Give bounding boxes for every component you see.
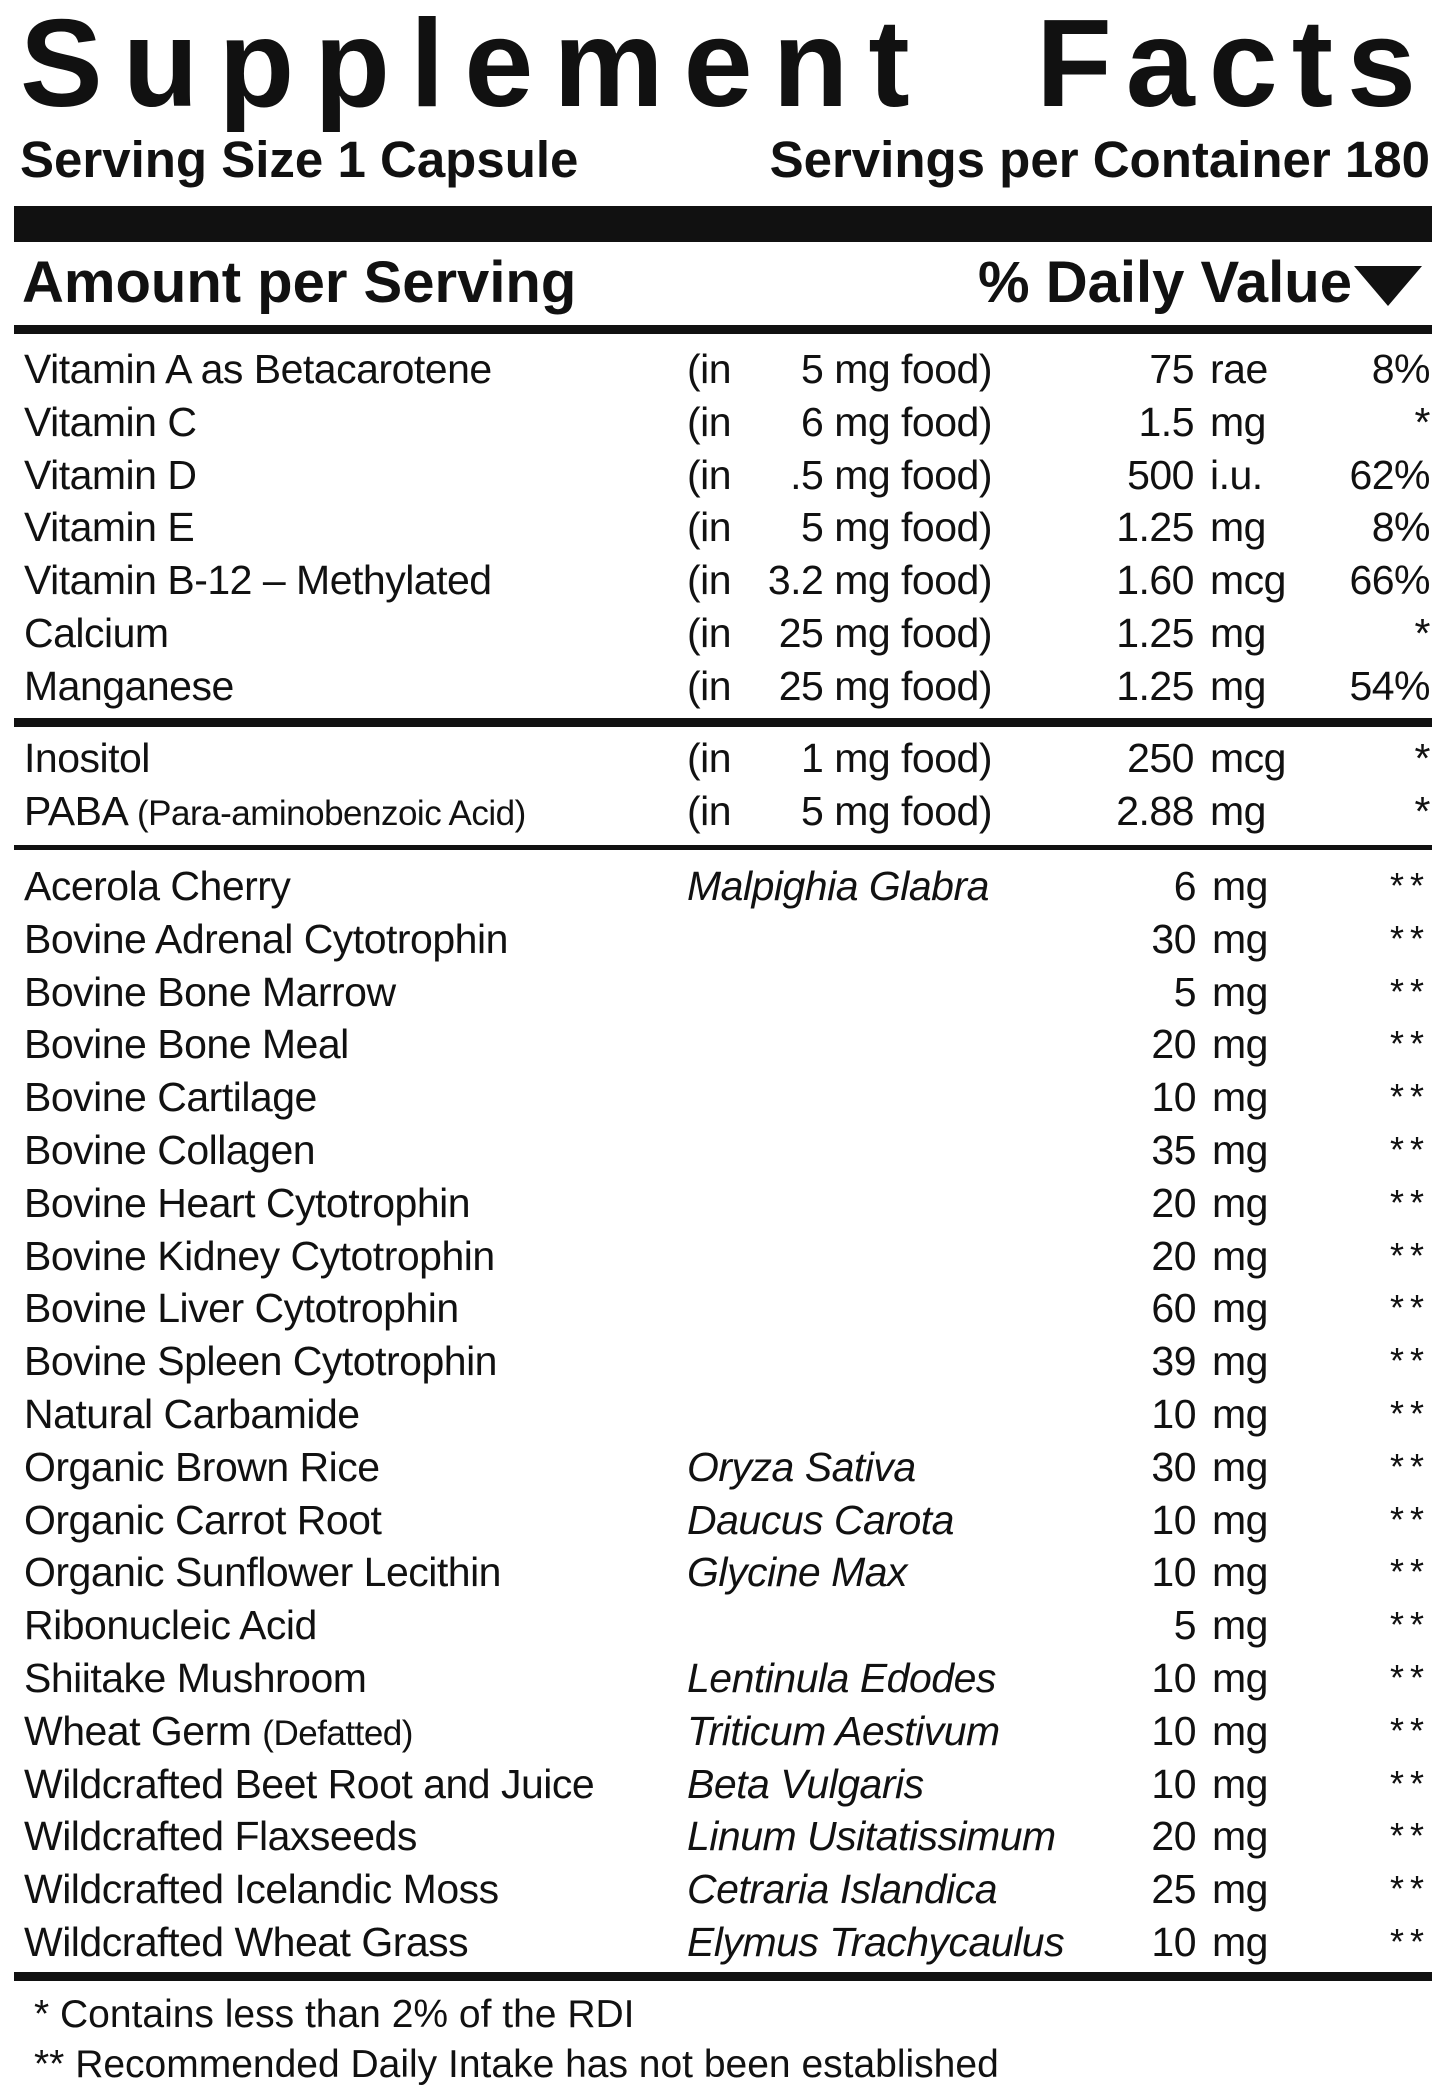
botanical-name: Daucus Carota xyxy=(687,1496,954,1543)
ingredient-name-text: Acerola Cherry xyxy=(24,863,291,909)
botanical-name: Lentinula Edodes xyxy=(687,1654,996,1701)
ingredient-name xyxy=(24,1018,349,1071)
food-source-prefix: (in xyxy=(687,557,732,604)
amount-value: 500 xyxy=(1127,451,1194,498)
daily-value: ** xyxy=(1389,970,1430,1012)
food-source-amount: .5 mg food) xyxy=(790,451,992,498)
ingredient-name-text: Bovine Heart Cytotrophin xyxy=(24,1179,471,1226)
daily-value: ** xyxy=(1389,1815,1430,1857)
amount-value: 2.88 xyxy=(1116,787,1194,834)
botanical-name: Cetraria Islandica xyxy=(687,1866,998,1913)
amount-unit: mg xyxy=(1212,1602,1268,1649)
ingredient-name-text: Bovine Adrenal Cytotrophin xyxy=(24,915,508,962)
daily-value: ** xyxy=(1389,917,1430,959)
amount-value: 39 xyxy=(1151,1338,1196,1385)
amount-value: 75 xyxy=(1149,346,1194,392)
amount-per-serving-label: Amount per Serving xyxy=(22,250,577,315)
daily-value: ** xyxy=(1389,1498,1430,1540)
food-source-prefix: (in xyxy=(687,787,732,834)
ingredient-name-text: Ribonucleic Acid xyxy=(24,1602,317,1649)
table-row xyxy=(14,554,1432,607)
amount-value: 60 xyxy=(1151,1285,1196,1332)
table-row xyxy=(14,396,1432,449)
amount-unit: mg xyxy=(1212,863,1268,909)
food-source-amount: 25 mg food) xyxy=(778,662,992,709)
amount-value: 1.25 xyxy=(1116,662,1194,709)
daily-value: ** xyxy=(1389,1392,1430,1434)
daily-value: * xyxy=(1414,735,1430,781)
ingredient-name xyxy=(24,1335,497,1388)
daily-value: ** xyxy=(1389,1076,1430,1118)
divider-medium xyxy=(14,718,1432,727)
amount-unit: mg xyxy=(1212,1866,1268,1913)
down-triangle-icon xyxy=(1354,266,1422,306)
botanical-name: Triticum Aestivum xyxy=(687,1707,1000,1754)
nutrient-name xyxy=(24,554,492,607)
amount-value: 10 xyxy=(1151,1549,1196,1596)
food-source-amount: 5 mg food) xyxy=(801,346,992,392)
ingredient-name xyxy=(24,1758,594,1811)
amount-unit: mg xyxy=(1212,1654,1268,1701)
ingredient-name xyxy=(24,1441,380,1494)
supplement-facts-panel xyxy=(14,0,1432,2097)
table-row xyxy=(14,1758,1432,1811)
botanical-name: Beta Vulgaris xyxy=(687,1760,924,1807)
amount-value: 6 xyxy=(1173,863,1196,909)
amount-value: 10 xyxy=(1151,1918,1196,1965)
table-row xyxy=(14,449,1432,502)
food-source-prefix: (in xyxy=(687,451,732,498)
ingredient-name xyxy=(24,1177,470,1230)
nutrient-name xyxy=(24,660,234,713)
title-word-supplement: Supplement xyxy=(20,0,930,133)
ingredient-name xyxy=(24,1863,499,1916)
amount-value: 10 xyxy=(1151,1760,1196,1807)
ingredient-name xyxy=(24,1916,468,1969)
table-row xyxy=(14,1441,1432,1494)
amount-unit: mg xyxy=(1212,1021,1268,1068)
ingredient-name xyxy=(24,1494,381,1547)
amount-value: 20 xyxy=(1151,1813,1196,1860)
footnote-double-star: ** Recommended Daily Intake has not been established xyxy=(34,2043,999,2086)
nutrient-name xyxy=(24,785,526,841)
serving-size: Serving Size 1 Capsule xyxy=(20,131,579,188)
ingredient-name-note: (Defatted) xyxy=(262,1713,413,1753)
ingredient-name xyxy=(24,1652,366,1705)
amount-unit: mg xyxy=(1212,1179,1268,1226)
table-row xyxy=(14,607,1432,660)
table-row xyxy=(14,785,1432,838)
vitamins-list xyxy=(14,343,1432,713)
nutrient-name xyxy=(24,607,169,660)
ingredient-name-text: Shiitake Mushroom xyxy=(24,1654,367,1701)
ingredient-name xyxy=(24,1282,459,1335)
amount-unit: mg xyxy=(1212,1918,1268,1965)
table-row xyxy=(14,913,1432,966)
amount-unit: mg xyxy=(1210,787,1266,834)
amount-unit: mg xyxy=(1210,609,1266,656)
ingredient-name-text: Natural Carbamide xyxy=(24,1390,360,1437)
amount-value: 1.60 xyxy=(1116,557,1194,604)
ingredient-name-text: Organic Carrot Root xyxy=(24,1496,382,1543)
amount-value: 10 xyxy=(1151,1707,1196,1754)
amount-unit: i.u. xyxy=(1210,451,1263,498)
daily-value: 8% xyxy=(1371,346,1430,392)
amount-unit: mg xyxy=(1212,915,1268,962)
ingredient-name xyxy=(24,1599,317,1652)
table-row xyxy=(14,860,1432,913)
amount-value: 10 xyxy=(1151,1074,1196,1121)
botanical-name: Oryza Sativa xyxy=(687,1443,916,1490)
amount-value: 10 xyxy=(1151,1390,1196,1437)
nutrient-name-text: PABA xyxy=(24,787,127,834)
amount-value: 30 xyxy=(1151,1443,1196,1490)
table-row xyxy=(14,1705,1432,1758)
food-source-amount: 3.2 mg food) xyxy=(767,557,992,604)
table-row xyxy=(14,1282,1432,1335)
amount-value: 30 xyxy=(1151,915,1196,962)
table-row xyxy=(14,1916,1432,1969)
panel-title xyxy=(20,0,1430,133)
nutrient-name-text: Inositol xyxy=(24,735,150,781)
nutrient-name xyxy=(24,732,150,785)
food-source-prefix: (in xyxy=(687,735,732,781)
ingredient-name xyxy=(24,966,396,1019)
nutrient-name-text: Manganese xyxy=(24,662,234,709)
daily-value: * xyxy=(1414,787,1430,834)
amount-unit: mg xyxy=(1212,1707,1268,1754)
food-source-amount: 5 mg food) xyxy=(801,504,992,551)
divider-medium xyxy=(14,325,1432,334)
table-row xyxy=(14,1599,1432,1652)
amount-value: 20 xyxy=(1151,1179,1196,1226)
daily-value: * xyxy=(1414,609,1430,656)
daily-value: ** xyxy=(1389,1709,1430,1751)
nutrient-name-text: Vitamin A as Betacarotene xyxy=(24,346,492,392)
nutrient-name-text: Vitamin E xyxy=(24,504,195,551)
ingredient-name-text: Wildcrafted Beet Root and Juice xyxy=(24,1760,595,1807)
food-source-amount: 6 mg food) xyxy=(801,398,992,445)
table-row xyxy=(14,1546,1432,1599)
ingredient-name-text: Bovine Bone Marrow xyxy=(24,968,396,1015)
food-source-prefix: (in xyxy=(687,609,732,656)
ingredient-name xyxy=(24,1388,360,1441)
botanical-name: Elymus Trachycaulus xyxy=(687,1918,1065,1965)
daily-value: ** xyxy=(1389,1181,1430,1223)
daily-value: ** xyxy=(1389,1023,1430,1065)
divider-thin xyxy=(14,845,1432,850)
food-source-prefix: (in xyxy=(687,662,732,709)
ingredient-name-text: Bovine Spleen Cytotrophin xyxy=(24,1338,497,1385)
ingredient-name-text: Bovine Liver Cytotrophin xyxy=(24,1285,459,1332)
daily-value: ** xyxy=(1389,1340,1430,1382)
nutrient-name xyxy=(24,396,196,449)
daily-value: ** xyxy=(1389,1604,1430,1646)
daily-value: ** xyxy=(1389,1920,1430,1962)
amount-value: 1.5 xyxy=(1138,398,1194,445)
ingredient-name-text: Wildcrafted Flaxseeds xyxy=(24,1813,417,1860)
ingredient-name-text: Bovine Cartilage xyxy=(24,1074,317,1121)
amount-unit: mcg xyxy=(1210,735,1286,781)
footnotes xyxy=(34,1990,999,2090)
food-source-prefix: (in xyxy=(687,346,732,392)
ingredient-name xyxy=(24,1230,495,1283)
title-word-facts: Facts xyxy=(1036,0,1430,133)
amount-unit: mg xyxy=(1210,662,1266,709)
table-row xyxy=(14,1071,1432,1124)
daily-value: ** xyxy=(1389,1128,1430,1170)
table-row xyxy=(14,1494,1432,1547)
table-row xyxy=(14,966,1432,1019)
amount-value: 5 xyxy=(1173,968,1196,1015)
daily-value: 8% xyxy=(1371,504,1430,551)
amount-value: 250 xyxy=(1127,735,1194,781)
daily-value: ** xyxy=(1389,1868,1430,1910)
table-row xyxy=(14,1018,1432,1071)
ingredient-name-text: Wildcrafted Wheat Grass xyxy=(24,1918,469,1965)
amount-value: 20 xyxy=(1151,1232,1196,1279)
amount-unit: mg xyxy=(1210,504,1266,551)
thick-divider xyxy=(14,206,1432,242)
amount-unit: mg xyxy=(1212,968,1268,1015)
others-list xyxy=(14,732,1432,838)
amount-unit: mg xyxy=(1212,1443,1268,1490)
table-row xyxy=(14,1230,1432,1283)
serving-info xyxy=(20,130,1430,190)
amount-unit: mg xyxy=(1212,1813,1268,1860)
amount-header xyxy=(22,244,1422,322)
amount-unit: mcg xyxy=(1210,557,1286,604)
servings-per-container: Servings per Container 180 xyxy=(769,131,1430,188)
ingredient-name-text: Bovine Kidney Cytotrophin xyxy=(24,1232,495,1279)
table-row xyxy=(14,343,1432,396)
amount-unit: rae xyxy=(1210,346,1268,392)
daily-value: ** xyxy=(1389,1551,1430,1593)
amount-value: 1.25 xyxy=(1116,504,1194,551)
daily-value: 62% xyxy=(1349,451,1430,498)
daily-value: * xyxy=(1414,398,1430,445)
ingredient-name xyxy=(24,1071,317,1124)
ingredient-name xyxy=(24,1546,501,1599)
daily-value: ** xyxy=(1389,1234,1430,1276)
daily-value: ** xyxy=(1389,1287,1430,1329)
table-row xyxy=(14,501,1432,554)
food-source-amount: 25 mg food) xyxy=(778,609,992,656)
table-row xyxy=(14,1810,1432,1863)
nutrient-name xyxy=(24,343,492,396)
table-row xyxy=(14,1335,1432,1388)
table-row xyxy=(14,660,1432,713)
botanical-name: Malpighia Glabra xyxy=(687,863,989,909)
nutrient-name-text: Vitamin B-12 – Methylated xyxy=(24,557,492,604)
daily-value-label: % Daily Value xyxy=(978,250,1352,315)
nutrient-name-note: (Para-aminobenzoic Acid) xyxy=(137,793,526,833)
ingredient-name xyxy=(24,860,290,913)
daily-value: ** xyxy=(1389,1656,1430,1698)
food-source-prefix: (in xyxy=(687,398,732,445)
amount-unit: mg xyxy=(1212,1496,1268,1543)
amount-value: 10 xyxy=(1151,1654,1196,1701)
daily-value: ** xyxy=(1389,1445,1430,1487)
ingredient-name xyxy=(24,913,508,966)
amount-unit: mg xyxy=(1212,1126,1268,1173)
table-row xyxy=(14,1124,1432,1177)
nutrient-name xyxy=(24,449,196,502)
nutrient-name-text: Vitamin C xyxy=(24,398,197,445)
ingredient-name-text: Bovine Collagen xyxy=(24,1126,316,1173)
amount-unit: mg xyxy=(1212,1390,1268,1437)
botanical-name: Glycine Max xyxy=(687,1549,908,1596)
botanical-name: Linum Usitatissimum xyxy=(687,1813,1056,1860)
amount-value: 25 xyxy=(1151,1866,1196,1913)
food-source-prefix: (in xyxy=(687,504,732,551)
ingredient-name xyxy=(24,1705,413,1761)
table-row xyxy=(14,732,1432,785)
amount-value: 5 xyxy=(1173,1602,1196,1649)
amount-unit: mg xyxy=(1212,1760,1268,1807)
table-row xyxy=(14,1863,1432,1916)
ingredient-name-text: Wildcrafted Icelandic Moss xyxy=(24,1866,499,1913)
amount-value: 10 xyxy=(1151,1496,1196,1543)
nutrient-name xyxy=(24,501,194,554)
amount-value: 20 xyxy=(1151,1021,1196,1068)
food-source-amount: 1 mg food) xyxy=(801,735,992,781)
ingredient-name-text: Wheat Germ xyxy=(24,1707,252,1754)
amount-unit: mg xyxy=(1212,1338,1268,1385)
ingredients-list xyxy=(14,860,1432,1969)
food-source-amount: 5 mg food) xyxy=(801,787,992,834)
nutrient-name-text: Calcium xyxy=(24,609,169,656)
daily-value: 66% xyxy=(1349,557,1430,604)
amount-value: 1.25 xyxy=(1116,609,1194,656)
amount-unit: mg xyxy=(1212,1285,1268,1332)
amount-unit: mg xyxy=(1212,1074,1268,1121)
amount-unit: mg xyxy=(1212,1549,1268,1596)
daily-value: ** xyxy=(1389,865,1430,906)
ingredient-name xyxy=(24,1124,315,1177)
daily-value: 54% xyxy=(1349,662,1430,709)
ingredient-name-text: Organic Sunflower Lecithin xyxy=(24,1549,501,1596)
amount-value: 35 xyxy=(1151,1126,1196,1173)
footnote-single-star: * Contains less than 2% of the RDI xyxy=(34,1993,635,2036)
daily-value: ** xyxy=(1389,1762,1430,1804)
amount-unit: mg xyxy=(1210,398,1266,445)
ingredient-name xyxy=(24,1810,417,1863)
nutrient-name-text: Vitamin D xyxy=(24,451,197,498)
table-row xyxy=(14,1652,1432,1705)
table-row xyxy=(14,1388,1432,1441)
table-row xyxy=(14,1177,1432,1230)
ingredient-name-text: Organic Brown Rice xyxy=(24,1443,380,1490)
ingredient-name-text: Bovine Bone Meal xyxy=(24,1021,349,1068)
divider-medium xyxy=(14,1972,1432,1981)
amount-unit: mg xyxy=(1212,1232,1268,1279)
